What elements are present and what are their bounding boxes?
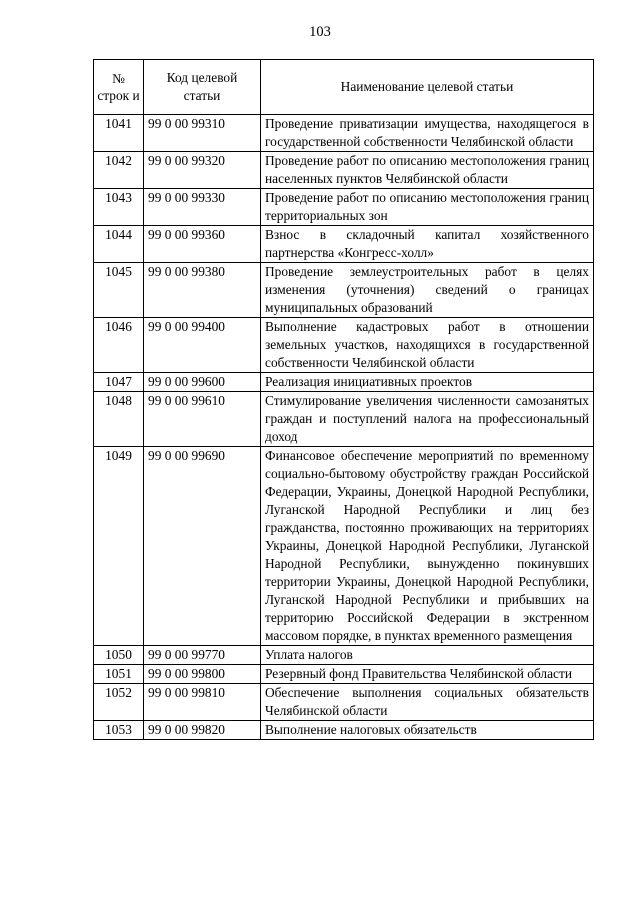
header-row-number: № строк и — [94, 60, 144, 115]
table-row — [94, 646, 594, 665]
article-name: Выполнение налоговых обязательств — [261, 721, 594, 740]
table-row — [94, 115, 594, 152]
table-row — [94, 373, 594, 392]
table-row — [94, 263, 594, 318]
article-name: Реализация инициативных проектов — [261, 373, 594, 392]
row-number: 1047 — [94, 373, 144, 392]
row-number: 1051 — [94, 665, 144, 684]
row-number: 1053 — [94, 721, 144, 740]
table-row — [94, 189, 594, 226]
table-row — [94, 226, 594, 263]
article-name: Проведение землеустроительных работ в целях изменения (уточнения) сведений о границах муниципальных образований — [261, 263, 594, 318]
target-articles-table — [93, 59, 594, 740]
article-name: Финансовое обеспечение мероприятий по временному социально-бытовому обустройству граждан Российской Федерации, Украины, Донецкой Народной Республики, Луганской Народной Республики и лиц без гражданства, постоянно проживающих на территориях Украины, Донецкой Народной Республики, Луганской Народной Республики, вынужденно покинувших территории Украины, Донецкой Народной Республики, Луганской Народной Республики и прибывших на территорию Российской Федерации в экстренном массовом порядке, в пунктах временного размещения — [261, 447, 594, 646]
table-row — [94, 665, 594, 684]
row-number: 1046 — [94, 318, 144, 373]
table-body — [94, 115, 594, 740]
row-number: 1041 — [94, 115, 144, 152]
article-name: Выполнение кадастровых работ в отношении земельных участков, находящихся в государственной собственности Челябинской области — [261, 318, 594, 373]
article-code: 99 0 00 99810 — [144, 684, 261, 721]
article-name: Уплата налогов — [261, 646, 594, 665]
article-code: 99 0 00 99380 — [144, 263, 261, 318]
article-name: Проведение работ по описанию местоположения границ населенных пунктов Челябинской области — [261, 152, 594, 189]
article-name: Обеспечение выполнения социальных обязательств Челябинской области — [261, 684, 594, 721]
article-code: 99 0 00 99610 — [144, 392, 261, 447]
row-number: 1042 — [94, 152, 144, 189]
table-row — [94, 318, 594, 373]
article-code: 99 0 00 99330 — [144, 189, 261, 226]
row-number: 1048 — [94, 392, 144, 447]
article-code: 99 0 00 99360 — [144, 226, 261, 263]
header-article-name: Наименование целевой статьи — [261, 60, 594, 115]
header-article-code: Код целевой статьи — [144, 60, 261, 115]
table-row — [94, 721, 594, 740]
table-row — [94, 152, 594, 189]
row-number: 1052 — [94, 684, 144, 721]
article-name: Стимулирование увеличения численности самозанятых граждан и поступлений налога на профессиональный доход — [261, 392, 594, 447]
article-code: 99 0 00 99820 — [144, 721, 261, 740]
article-code: 99 0 00 99770 — [144, 646, 261, 665]
article-code: 99 0 00 99600 — [144, 373, 261, 392]
row-number: 1050 — [94, 646, 144, 665]
article-code: 99 0 00 99310 — [144, 115, 261, 152]
article-code: 99 0 00 99690 — [144, 447, 261, 646]
article-code: 99 0 00 99400 — [144, 318, 261, 373]
table-row — [94, 447, 594, 646]
article-name: Взнос в складочный капитал хозяйственного партнерства «Конгресс-холл» — [261, 226, 594, 263]
table-row — [94, 392, 594, 447]
page-number: 103 — [309, 24, 331, 40]
row-number: 1049 — [94, 447, 144, 646]
article-name: Проведение работ по описанию местоположения границ территориальных зон — [261, 189, 594, 226]
row-number: 1044 — [94, 226, 144, 263]
row-number: 1045 — [94, 263, 144, 318]
row-number: 1043 — [94, 189, 144, 226]
table-header — [94, 60, 594, 115]
article-name: Резервный фонд Правительства Челябинской области — [261, 665, 594, 684]
article-code: 99 0 00 99800 — [144, 665, 261, 684]
table-row — [94, 684, 594, 721]
article-name: Проведение приватизации имущества, находящегося в государственной собственности Челябинской области — [261, 115, 594, 152]
article-code: 99 0 00 99320 — [144, 152, 261, 189]
